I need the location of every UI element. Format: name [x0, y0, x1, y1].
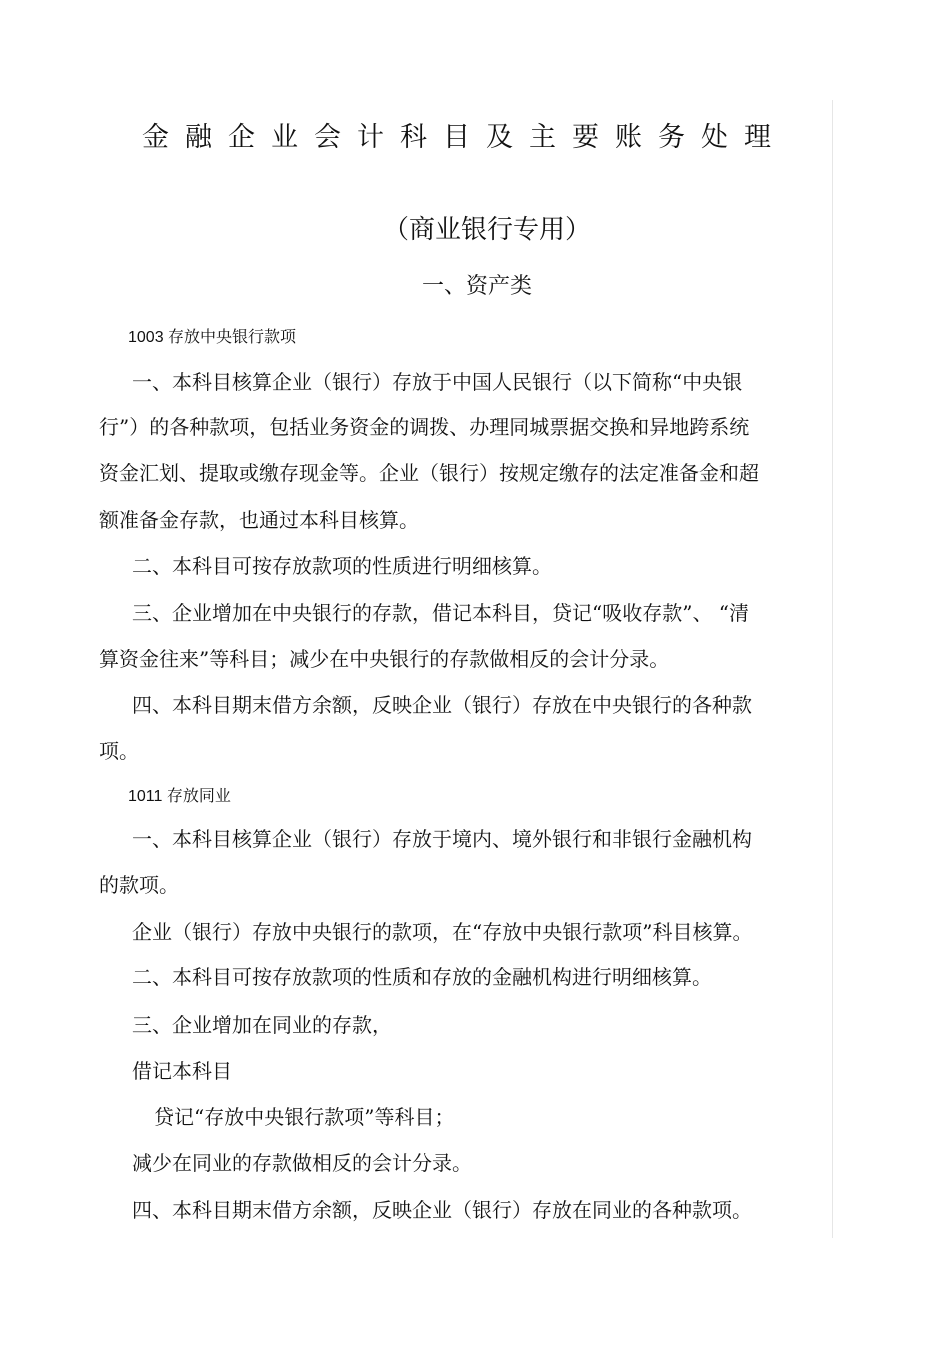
account-1003-line-3: 资金汇划、提取或缴存现金等。企业（银行）按规定缴存的法定准备金和超 — [99, 461, 759, 485]
account-1003-line-7: 算资金往来”等科目；减少在中央银行的存款做相反的会计分录。 — [99, 647, 670, 671]
account-1011-line-9: 四、本科目期末借方余额，反映企业（银行）存放在同业的各种款项。 — [132, 1198, 752, 1222]
account-1003-line-8: 四、本科目期末借方余额，反映企业（银行）存放在中央银行的各种款 — [132, 693, 752, 717]
account-1003-line-2: 行”）的各种款项，包括业务资金的调拨、办理同城票据交换和异地跨系统 — [99, 415, 750, 439]
account-heading-1003: 1003 存放中央银行款项 — [128, 329, 297, 346]
account-1011-line-2: 的款项。 — [99, 873, 179, 897]
account-1003-line-4: 额准备金存款，也通过本科目核算。 — [99, 508, 419, 532]
account-1011-line-8: 减少在同业的存款做相反的会计分录。 — [132, 1151, 472, 1175]
account-1003-line-1: 一、本科目核算企业（银行）存放于中国人民银行（以下简称“中央银 — [132, 370, 743, 394]
document-subtitle: （商业银行专用） — [383, 215, 592, 245]
section-heading: 一、资产类 — [422, 274, 533, 299]
account-heading-1011: 1011 存放同业 — [128, 788, 231, 805]
account-1011-line-7: 贷记“存放中央银行款项”等科目； — [154, 1105, 455, 1129]
account-1011-line-5: 三、企业增加在同业的存款， — [132, 1013, 392, 1037]
account-1003-line-5: 二、本科目可按存放款项的性质进行明细核算。 — [132, 554, 552, 578]
account-1011-line-6: 借记本科目 — [132, 1059, 232, 1083]
page-edge-rule — [832, 100, 833, 1238]
account-1003-line-6: 三、企业增加在中央银行的存款，借记本科目，贷记“吸收存款”、 “清 — [132, 601, 750, 625]
account-1011-line-1: 一、本科目核算企业（银行）存放于境内、境外银行和非银行金融机构 — [132, 827, 752, 851]
account-1011-line-4: 二、本科目可按存放款项的性质和存放的金融机构进行明细核算。 — [132, 965, 712, 989]
document-title: 金融企业会计科目及主要账务处理 — [142, 122, 787, 153]
account-1003-line-9: 项。 — [99, 739, 139, 763]
account-1011-line-3: 企业（银行）存放中央银行的款项，在“存放中央银行款项”科目核算。 — [132, 920, 753, 944]
